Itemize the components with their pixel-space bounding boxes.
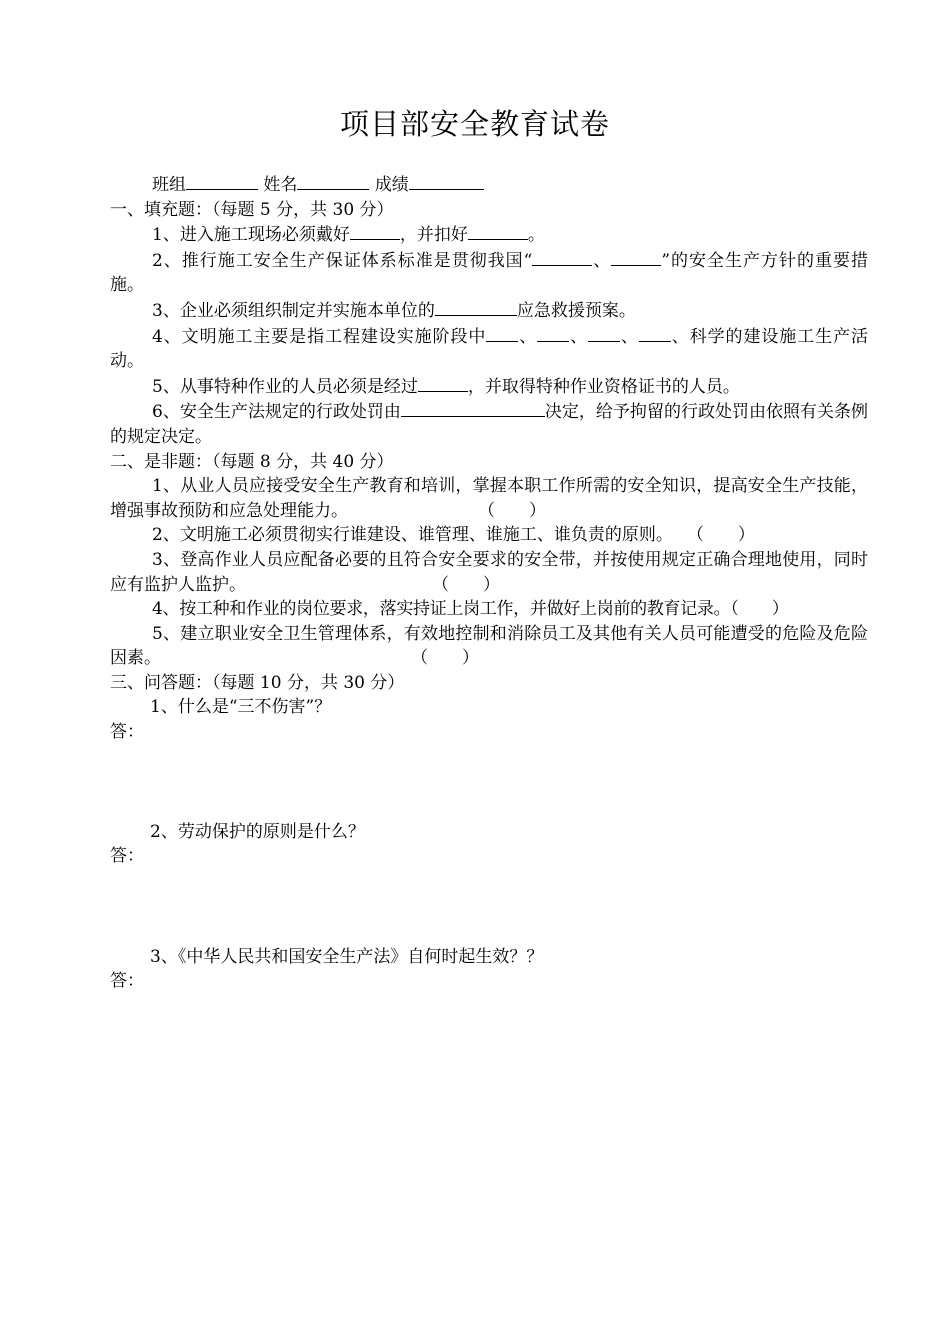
true-false-question-4: 4、按工种和作业的岗位要求，落实持证上岗工作，并做好上岗前的教育记录。（ ）	[152, 599, 789, 620]
name-label: 姓名	[263, 175, 298, 195]
fill-question-3: 3、企业必须组织制定并实施本单位的 应急救援预案。	[110, 298, 868, 324]
fill-blank[interactable]	[532, 248, 592, 266]
exam-body	[110, 172, 868, 994]
answer-parens[interactable]: （ ）	[478, 500, 546, 521]
answer-parens[interactable]: （ ）	[411, 648, 479, 669]
section-1-heading: 一、填充题：（每题 5 分，共 30 分）	[110, 199, 394, 220]
true-false-question-2: 2、文明施工必须贯彻实行谁建设、谁管理、谁施工、谁负责的原则。 （ ）	[152, 525, 755, 546]
page-title: 项目部安全教育试卷	[339, 107, 610, 141]
fill-blank[interactable]	[639, 324, 671, 342]
essay-question-1: 1、什么是“三不伤害”？	[150, 697, 332, 718]
section-3-heading: 三、问答题：（每题 10 分，共 30 分）	[110, 672, 405, 693]
score-blank[interactable]	[409, 172, 484, 190]
fill-question-4: 4、文明施工主要是指工程建设实施阶段中 、 、 、 、科学的建设施工生产活动。	[110, 324, 868, 374]
true-false-question-3: 3、登高作业人员应配备必要的且符合安全要求的安全带，并按使用规定正确合理地使用，同时应有监护人监护。 （ ）	[110, 549, 868, 595]
answer-space-1[interactable]	[110, 745, 868, 820]
fill-blank[interactable]	[537, 324, 569, 342]
answer-label-2: 答：	[110, 846, 144, 867]
answer-space-2[interactable]	[110, 869, 868, 945]
answer-parens[interactable]: （ ）	[432, 574, 500, 595]
header-line	[110, 172, 868, 198]
class-blank[interactable]	[186, 172, 258, 190]
class-label: 班组	[152, 175, 186, 195]
answer-label-3: 答：	[110, 971, 144, 992]
essay-question-3: 3、《中华人民共和国安全生产法》自何时起生效？？	[150, 946, 544, 967]
fill-blank[interactable]	[350, 222, 400, 240]
fill-blank[interactable]	[486, 324, 518, 342]
essay-question-2: 2、劳动保护的原则是什么？	[150, 821, 365, 842]
fill-blank[interactable]	[588, 324, 620, 342]
answer-label-1: 答：	[110, 722, 144, 743]
fill-question-5: 5、从事特种作业的人员必须是经过 ，并取得特种作业资格证书的人员。	[110, 374, 868, 400]
section-2-heading: 二、是非题：（每题 8 分，共 40 分）	[110, 451, 394, 472]
fill-blank[interactable]	[435, 298, 517, 316]
answer-parens[interactable]: （ ）	[730, 599, 789, 620]
fill-blank[interactable]	[468, 222, 528, 240]
fill-blank[interactable]	[418, 374, 468, 392]
true-false-question-1: 1、从业人员应接受安全生产教育和培训，掌握本职工作所需的安全知识，提高安全生产技能，增强事故预防和应急处理能力。 （ ）	[110, 476, 868, 521]
fill-blank[interactable]	[401, 399, 545, 417]
name-blank[interactable]	[297, 172, 369, 190]
fill-question-2: 2、推行施工安全生产保证体系标准是贯彻我国“ 、 ”的安全生产方针的重要措施。	[110, 248, 868, 298]
fill-question-6: 6、安全生产法规定的行政处罚由 决定，给予拘留的行政处罚由依照有关条例的规定决定。	[110, 399, 868, 449]
fill-blank[interactable]	[611, 248, 661, 266]
score-label: 成绩	[374, 175, 409, 195]
fill-question-1: 1、进入施工现场必须戴好 ，并扣好 。	[110, 222, 868, 248]
answer-parens[interactable]: （ ）	[686, 525, 755, 546]
true-false-question-5: 5、建立职业安全卫生管理体系，有效地控制和消除员工及其他有关人员可能遭受的危险及危险因素。 （ ）	[110, 623, 868, 669]
